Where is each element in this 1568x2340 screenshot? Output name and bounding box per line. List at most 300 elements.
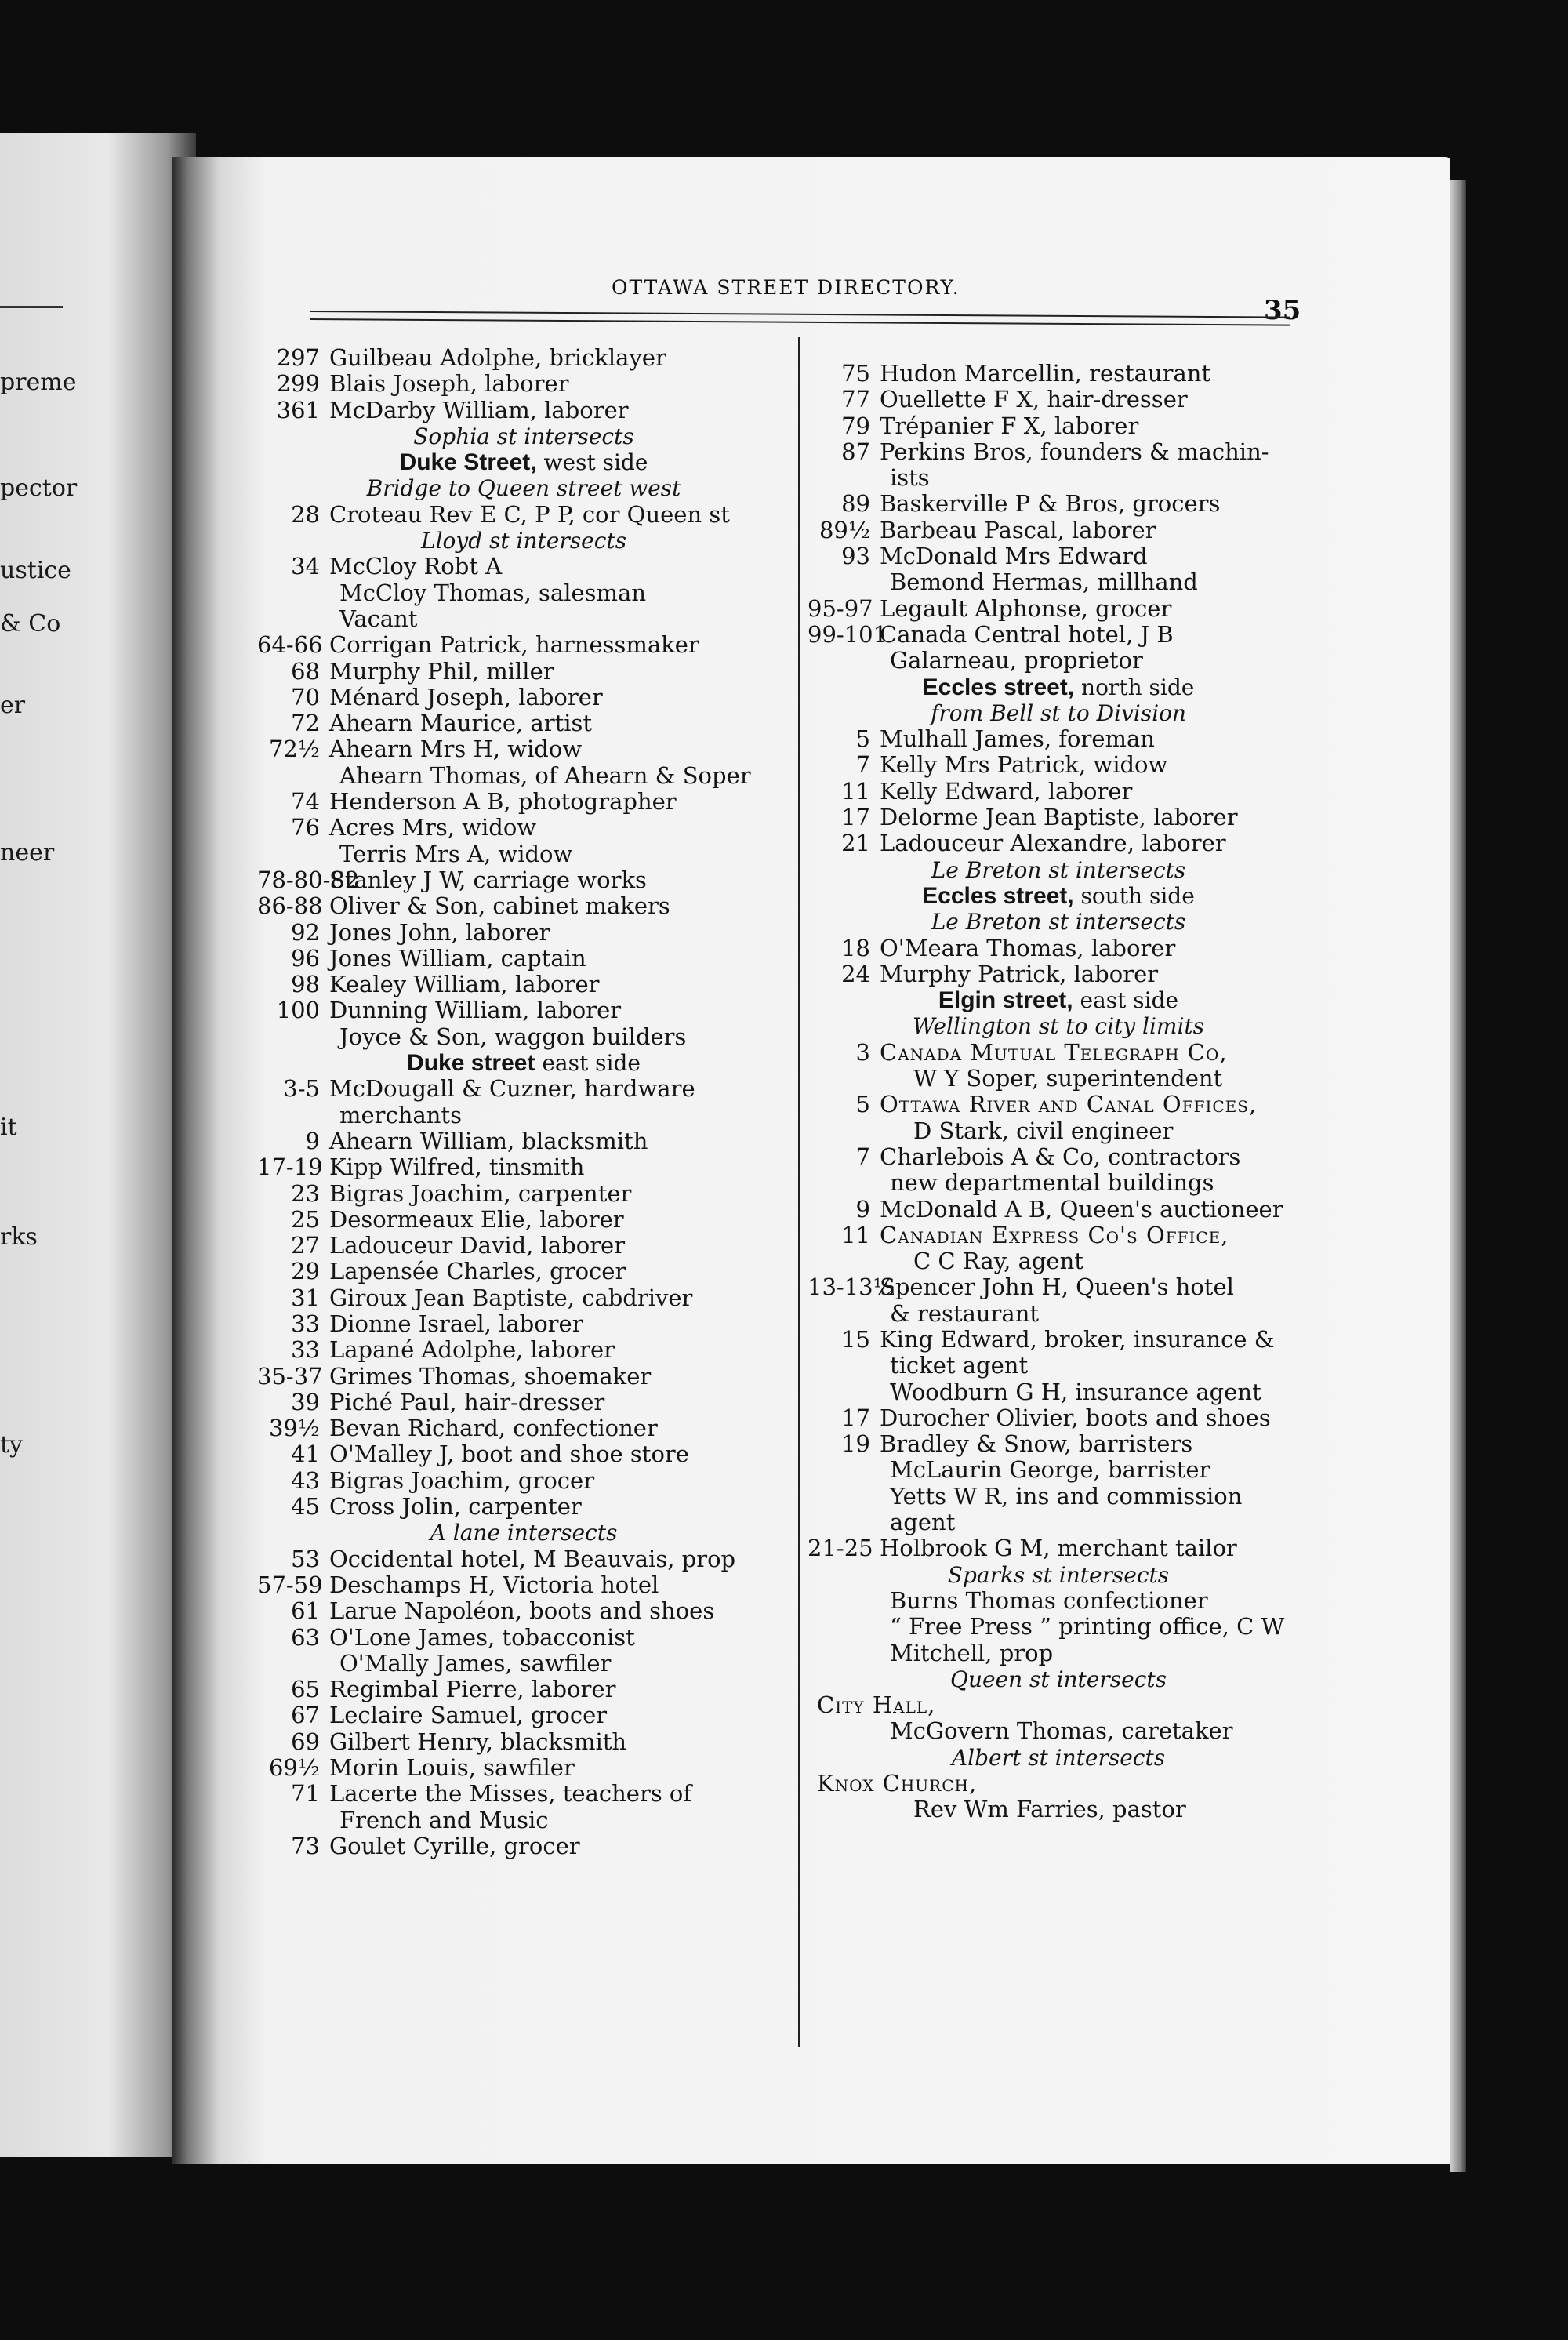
entry-text: Corrigan Patrick, harnessmaker: [329, 631, 699, 659]
street-side: west side: [536, 449, 648, 476]
directory-entry: [257, 1729, 790, 1755]
entry-text: Charlebois A & Co, contractors: [880, 1143, 1241, 1170]
directory-entry: [808, 439, 1309, 465]
section-note: Queen st intersects: [949, 1666, 1167, 1692]
entry-text: McCloy Robt A: [329, 553, 503, 580]
street-number: 17: [841, 1404, 870, 1431]
entry-text: Deschamps H, Victoria hotel: [329, 1571, 659, 1598]
directory-entry: [257, 1415, 790, 1441]
directory-entry: [257, 1076, 790, 1102]
street-number: 31: [291, 1284, 320, 1311]
street-number: 5: [855, 1091, 870, 1118]
directory-entry: [257, 920, 790, 946]
directory-entry: [257, 1468, 790, 1494]
entry-text: French and Music: [339, 1806, 549, 1833]
entry-text: Rev Wm Farries, pastor: [913, 1796, 1186, 1823]
directory-entry: [257, 1572, 790, 1598]
right-column: [808, 361, 1309, 1823]
facing-page-fragment: ustice: [0, 557, 71, 584]
directory-entry: [808, 1197, 1309, 1223]
street-number: 76: [291, 814, 320, 841]
entry-text: merchants: [339, 1101, 462, 1128]
directory-entry: [257, 1154, 790, 1180]
street-number: 73: [291, 1832, 320, 1859]
street-number: 39½: [268, 1415, 320, 1442]
entry-text: Ahearn Maurice, artist: [329, 710, 593, 737]
entry-text: Spencer John H, Queen's hotel: [880, 1274, 1234, 1301]
entry-text: Dionne Israel, laborer: [329, 1310, 583, 1337]
directory-entry: [808, 1144, 1309, 1170]
entry-text: Baskerville P & Bros, grocers: [880, 490, 1221, 518]
page-title: OTTAWA STREET DIRECTORY.: [612, 276, 960, 299]
directory-entry: [257, 554, 790, 580]
street-heading: [257, 1050, 790, 1076]
street-name: Duke street: [407, 1050, 535, 1077]
entry-text: Kelly Mrs Patrick, widow: [880, 751, 1168, 779]
directory-entry: [257, 659, 790, 685]
directory-entry: [257, 1546, 790, 1572]
street-number: 299: [276, 370, 320, 398]
entry-text: O'Malley J, boot and shoe store: [329, 1441, 689, 1468]
directory-entry: [257, 1337, 790, 1363]
directory-entry: [257, 1311, 790, 1337]
street-number: 13-13½: [808, 1274, 895, 1301]
facing-page-fragment: ty: [0, 1431, 24, 1459]
directory-entry: [257, 1441, 790, 1467]
entry-continuation: [808, 1718, 1309, 1744]
street-number: 3-5: [283, 1075, 320, 1103]
entry-text: Burns Thomas confectioner: [890, 1586, 1208, 1614]
street-number: 98: [291, 971, 320, 998]
directory-entry: [257, 632, 790, 658]
entry-text: Kealey William, laborer: [329, 971, 600, 998]
entry-text: ists: [890, 464, 930, 492]
directory-entry: [257, 946, 790, 972]
directory-entry: [808, 1405, 1309, 1431]
directory-entry: [257, 1207, 790, 1233]
entry-text: Gilbert Henry, blacksmith: [329, 1728, 627, 1755]
street-side: east side: [535, 1050, 641, 1077]
directory-entry: [257, 997, 790, 1023]
directory-entry: [257, 398, 790, 423]
entry-text: Desormeaux Elie, laborer: [329, 1205, 624, 1233]
street-number: 63: [291, 1623, 320, 1651]
directory-entry: [808, 961, 1309, 987]
street-number: 33: [291, 1336, 320, 1364]
entry-text: Barbeau Pascal, laborer: [880, 516, 1156, 543]
street-number: 89½: [818, 516, 870, 543]
entry-text: agent: [890, 1509, 956, 1536]
entry-continuation: [808, 1301, 1309, 1327]
entry-text: Kipp Wilfred, tinsmith: [329, 1154, 585, 1181]
directory-entry: [808, 726, 1309, 752]
street-number: 7: [855, 751, 870, 779]
street-side: north side: [1074, 674, 1195, 700]
entry-text: Lapensée Charles, grocer: [329, 1258, 626, 1285]
entry-continuation: [257, 1808, 790, 1833]
entry-text: Mulhall James, foreman: [880, 725, 1155, 753]
directory-entry: [257, 789, 790, 815]
entry-continuation: [808, 1170, 1309, 1196]
entry-text: Goulet Cyrille, grocer: [329, 1832, 580, 1859]
entry-text: “ Free Press ” printing office, C W: [890, 1613, 1285, 1641]
street-number: 23: [291, 1179, 320, 1207]
entry-text: Lapané Adolphe, laborer: [329, 1336, 615, 1364]
entry-continuation: [808, 648, 1309, 674]
facing-page-fragment: pector: [0, 474, 78, 502]
street-number: 39: [291, 1388, 320, 1415]
street-number: 24: [841, 960, 870, 987]
entry-continuation: [257, 1651, 790, 1677]
entry-text: Murphy Phil, miller: [329, 657, 554, 685]
street-number: 17-19: [257, 1154, 323, 1181]
entry-continuation: [808, 1248, 1309, 1274]
section-note: Sparks st intersects: [947, 1561, 1170, 1588]
entry-continuation: [257, 841, 790, 867]
street-number: 69½: [268, 1754, 320, 1782]
street-number: 9: [855, 1195, 870, 1223]
entry-continuation: [808, 1771, 1309, 1797]
directory-entry: [257, 1755, 790, 1781]
entry-text: new departmental buildings: [890, 1169, 1214, 1197]
entry-continuation: [808, 1484, 1309, 1510]
directory-entry: [257, 893, 790, 919]
entry-text: & restaurant: [890, 1299, 1040, 1327]
directory-entry: [257, 1598, 790, 1624]
entry-text: Woodburn G H, insurance agent: [890, 1378, 1261, 1405]
section-note: Wellington st to city limits: [912, 1013, 1205, 1040]
directory-entry: [257, 1233, 790, 1259]
entry-continuation: [808, 1641, 1309, 1666]
directory-entry: [808, 830, 1309, 856]
street-number: 72: [291, 710, 320, 737]
street-name: Eccles street,: [922, 674, 1075, 700]
street-number: 28: [291, 500, 320, 528]
directory-entry: [257, 736, 790, 762]
facing-page-fragment: er: [0, 692, 26, 719]
entry-text: Murphy Patrick, laborer: [880, 960, 1159, 987]
street-number: 34: [291, 553, 320, 580]
directory-entry: [257, 1494, 790, 1520]
entry-text: Regimbal Pierre, laborer: [329, 1676, 616, 1703]
street-number: 17: [841, 804, 870, 831]
entry-text: City Hall,: [817, 1691, 936, 1719]
street-number: 78-80-82: [257, 866, 360, 893]
section-note: Le Breton st intersects: [931, 909, 1186, 936]
entry-text: Vacant: [339, 605, 418, 632]
street-heading: [808, 674, 1309, 700]
street-number: 43: [291, 1466, 320, 1494]
directory-entry: [808, 752, 1309, 778]
directory-entry: [808, 1535, 1309, 1561]
section-note: Albert st intersects: [951, 1744, 1166, 1771]
entry-text: Knox Church,: [817, 1770, 978, 1797]
entry-text: Bradley & Snow, barristers: [880, 1430, 1193, 1458]
entry-text: Perkins Bros, founders & machin-: [880, 438, 1269, 465]
directory-entry: [808, 622, 1309, 648]
entry-text: Ladouceur Alexandre, laborer: [880, 830, 1226, 857]
street-number: 79: [841, 412, 870, 439]
street-name: Elgin street,: [938, 987, 1073, 1014]
directory-entry: [808, 518, 1309, 543]
entry-text: Ahearn William, blacksmith: [329, 1127, 648, 1154]
street-number: 3: [855, 1038, 870, 1066]
directory-entry: [808, 1274, 1309, 1300]
street-heading: [808, 883, 1309, 909]
street-number: 57-59: [257, 1571, 323, 1598]
street-number: 45: [291, 1493, 320, 1521]
entry-text: O'Mally James, sawfiler: [339, 1649, 612, 1677]
street-number: 7: [855, 1143, 870, 1170]
street-number: 100: [276, 997, 320, 1024]
entry-text: Acres Mrs, widow: [329, 814, 537, 841]
street-number: 96: [291, 944, 320, 972]
directory-entry: [257, 815, 790, 841]
directory-entry: [257, 1702, 790, 1728]
section-note: from Bell st to Division: [931, 699, 1186, 726]
facing-page-rule: [0, 306, 63, 308]
entry-text: Occidental hotel, M Beauvais, prop: [329, 1545, 736, 1572]
directory-entry: [808, 491, 1309, 517]
entry-text: Dunning William, laborer: [329, 997, 622, 1024]
street-side: south side: [1073, 882, 1195, 909]
entry-text: Galarneau, proprietor: [890, 647, 1143, 674]
directory-entry: [257, 1833, 790, 1859]
entry-continuation: [257, 1024, 790, 1050]
entry-text: McLaurin George, barrister: [890, 1456, 1210, 1484]
directory-entry: [257, 867, 790, 893]
entry-text: Hudon Marcellin, restaurant: [880, 360, 1211, 387]
entry-text: Holbrook G M, merchant tailor: [880, 1535, 1237, 1562]
street-side: east side: [1073, 987, 1179, 1014]
directory-entry: [808, 1040, 1309, 1066]
entry-continuation: [808, 569, 1309, 595]
entry-text: D Stark, civil engineer: [913, 1117, 1174, 1144]
entry-text: O'Meara Thomas, laborer: [880, 934, 1176, 961]
directory-entry: [257, 345, 790, 371]
entry-continuation: [808, 1588, 1309, 1614]
street-number: 9: [305, 1127, 320, 1154]
entry-text: Bigras Joachim, grocer: [329, 1466, 595, 1494]
directory-entry: [808, 805, 1309, 830]
entry-text: McDonald Mrs Edward: [880, 543, 1148, 570]
entry-continuation: [257, 606, 790, 632]
entry-text: W Y Soper, superintendent: [913, 1065, 1223, 1092]
entry-continuation: [257, 580, 790, 606]
entry-text: Canadian Express Co's Office,: [880, 1221, 1229, 1248]
directory-entry: [257, 685, 790, 710]
entry-text: Mitchell, prop: [890, 1639, 1054, 1666]
entry-text: Bevan Richard, confectioner: [329, 1415, 658, 1442]
street-number: 29: [291, 1258, 320, 1285]
entry-text: Henderson A B, photographer: [329, 788, 677, 816]
entry-continuation: [808, 1510, 1309, 1535]
entry-continuation: [808, 1353, 1309, 1379]
entry-text: Grimes Thomas, shoemaker: [329, 1362, 652, 1390]
entry-text: Croteau Rev E C, P P, cor Queen st: [329, 500, 730, 528]
street-number: 61: [291, 1597, 320, 1625]
directory-entry: [257, 1364, 790, 1390]
entry-text: Terris Mrs A, widow: [339, 840, 573, 867]
entry-text: Legault Alphonse, grocer: [880, 594, 1172, 622]
page-number: 35: [1264, 295, 1301, 326]
street-number: 19: [841, 1430, 870, 1458]
street-number: 41: [291, 1441, 320, 1468]
street-number: 33: [291, 1310, 320, 1337]
street-number: 297: [276, 344, 320, 371]
street-number: 69: [291, 1728, 320, 1755]
directory-entry: [808, 1223, 1309, 1248]
entry-text: Yetts W R, ins and commission: [890, 1482, 1243, 1510]
directory-entry: [808, 543, 1309, 569]
directory-entry: [257, 710, 790, 736]
directory-entry: [257, 1625, 790, 1651]
street-number: 11: [841, 777, 870, 805]
directory-entry: [257, 1677, 790, 1702]
street-number: 74: [291, 788, 320, 816]
directory-entry: [808, 779, 1309, 805]
section-note: A lane intersects: [430, 1520, 618, 1546]
entry-continuation: [808, 1614, 1309, 1640]
entry-text: McDarby William, laborer: [329, 396, 629, 423]
street-heading: [808, 987, 1309, 1013]
directory-entry: [808, 1431, 1309, 1457]
entry-text: Larue Napoléon, boots and shoes: [329, 1597, 715, 1625]
street-number: 71: [291, 1780, 320, 1808]
entry-continuation: [257, 763, 790, 789]
entry-text: Leclaire Samuel, grocer: [329, 1702, 608, 1729]
directory-entry: [808, 1092, 1309, 1117]
entry-continuation: [257, 1103, 790, 1128]
directory-entry: [808, 413, 1309, 439]
entry-text: O'Lone James, tobacconist: [329, 1623, 635, 1651]
directory-entry: [257, 1181, 790, 1207]
entry-text: ticket agent: [890, 1352, 1029, 1379]
directory-entry: [257, 502, 790, 528]
entry-text: McCloy Thomas, salesman: [339, 579, 647, 606]
entry-text: Blais Joseph, laborer: [329, 370, 569, 398]
entry-text: King Edward, broker, insurance &: [880, 1325, 1275, 1353]
street-number: 75: [841, 360, 870, 387]
directory-entry: [257, 1390, 790, 1415]
entry-text: Joyce & Son, waggon builders: [339, 1023, 687, 1050]
entry-text: Ladouceur David, laborer: [329, 1232, 626, 1259]
entry-text: Jones John, laborer: [329, 918, 550, 946]
entry-text: Canada Mutual Telegraph Co,: [880, 1038, 1228, 1066]
directory-entry: [808, 936, 1309, 961]
street-number: 86-88: [257, 892, 323, 920]
section-note: Bridge to Queen street west: [366, 475, 681, 502]
street-name: Duke Street,: [399, 449, 537, 476]
page-edge: [1450, 180, 1466, 2172]
entry-continuation: [808, 1066, 1309, 1092]
entry-text: Ouellette F X, hair-dresser: [880, 386, 1188, 413]
entry-text: Ottawa River and Canal Offices,: [880, 1091, 1258, 1118]
column-divider: [798, 337, 800, 2047]
entry-text: Oliver & Son, cabinet makers: [329, 892, 670, 920]
facing-page-fragment: it: [0, 1114, 17, 1141]
street-number: 27: [291, 1232, 320, 1259]
street-number: 77: [841, 386, 870, 413]
street-number: 53: [291, 1545, 320, 1572]
street-number: 70: [291, 683, 320, 710]
street-number: 72½: [268, 736, 320, 763]
street-number: 95-97: [808, 594, 873, 622]
section-note: Lloyd st intersects: [420, 528, 626, 554]
entry-text: Guilbeau Adolphe, bricklayer: [329, 344, 666, 371]
entry-continuation: [808, 1379, 1309, 1405]
entry-continuation: [808, 1118, 1309, 1144]
section-note: Le Breton st intersects: [931, 856, 1186, 883]
entry-text: Stanley J W, carriage works: [329, 866, 647, 893]
entry-text: McDonald A B, Queen's auctioneer: [880, 1195, 1283, 1223]
directory-entry: [257, 1285, 790, 1311]
entry-text: Jones William, captain: [329, 944, 586, 972]
entry-text: Ménard Joseph, laborer: [329, 683, 603, 710]
section-note: Sophia st intersects: [413, 423, 634, 449]
entry-text: Ahearn Mrs H, widow: [329, 736, 583, 763]
street-number: 89: [841, 490, 870, 518]
entry-text: C C Ray, agent: [913, 1248, 1083, 1275]
directory-entry: [257, 1781, 790, 1807]
facing-page: [0, 133, 196, 2157]
entry-continuation: [808, 465, 1309, 491]
directory-entry: [808, 1327, 1309, 1353]
street-number: 64-66: [257, 631, 323, 659]
entry-continuation: [808, 1457, 1309, 1483]
street-number: 15: [841, 1325, 870, 1353]
entry-text: Trépanier F X, laborer: [880, 412, 1139, 439]
facing-page-fragment: & Co: [0, 610, 61, 638]
entry-text: McDougall & Cuzner, hardware: [329, 1075, 695, 1103]
entry-text: Durocher Olivier, boots and shoes: [880, 1404, 1271, 1431]
street-name: Eccles street,: [922, 882, 1074, 909]
entry-text: Canada Central hotel, J B: [880, 620, 1174, 648]
entry-continuation: [808, 1692, 1309, 1718]
entry-text: Piché Paul, hair-dresser: [329, 1388, 605, 1415]
street-number: 87: [841, 438, 870, 465]
entry-text: Kelly Edward, laborer: [880, 777, 1133, 805]
directory-entry: [257, 972, 790, 997]
entry-text: Bemond Hermas, millhand: [890, 569, 1198, 596]
street-number: 68: [291, 657, 320, 685]
entry-continuation: [808, 1797, 1309, 1822]
street-number: 67: [291, 1702, 320, 1729]
directory-entry: [257, 1259, 790, 1284]
directory-entry: [808, 596, 1309, 622]
facing-page-fragment: rks: [0, 1223, 38, 1251]
street-number: 361: [276, 396, 320, 423]
facing-page-fragment: preme: [0, 369, 77, 396]
street-number: 35-37: [257, 1362, 323, 1390]
directory-entry: [257, 371, 790, 397]
street-number: 5: [855, 725, 870, 753]
left-column: [257, 345, 790, 1859]
street-number: 18: [841, 934, 870, 961]
street-number: 21-25: [808, 1535, 873, 1562]
street-number: 65: [291, 1676, 320, 1703]
entry-text: Giroux Jean Baptiste, cabdriver: [329, 1284, 693, 1311]
facing-page-fragment: neer: [0, 839, 55, 867]
entry-text: Lacerte the Misses, teachers of: [329, 1780, 692, 1808]
entry-text: Bigras Joachim, carpenter: [329, 1179, 632, 1207]
entry-text: Cross Jolin, carpenter: [329, 1493, 582, 1521]
street-number: 21: [841, 830, 870, 857]
street-heading: [257, 449, 790, 475]
directory-entry: [808, 361, 1309, 387]
directory-entry: [808, 387, 1309, 412]
street-number: 92: [291, 918, 320, 946]
